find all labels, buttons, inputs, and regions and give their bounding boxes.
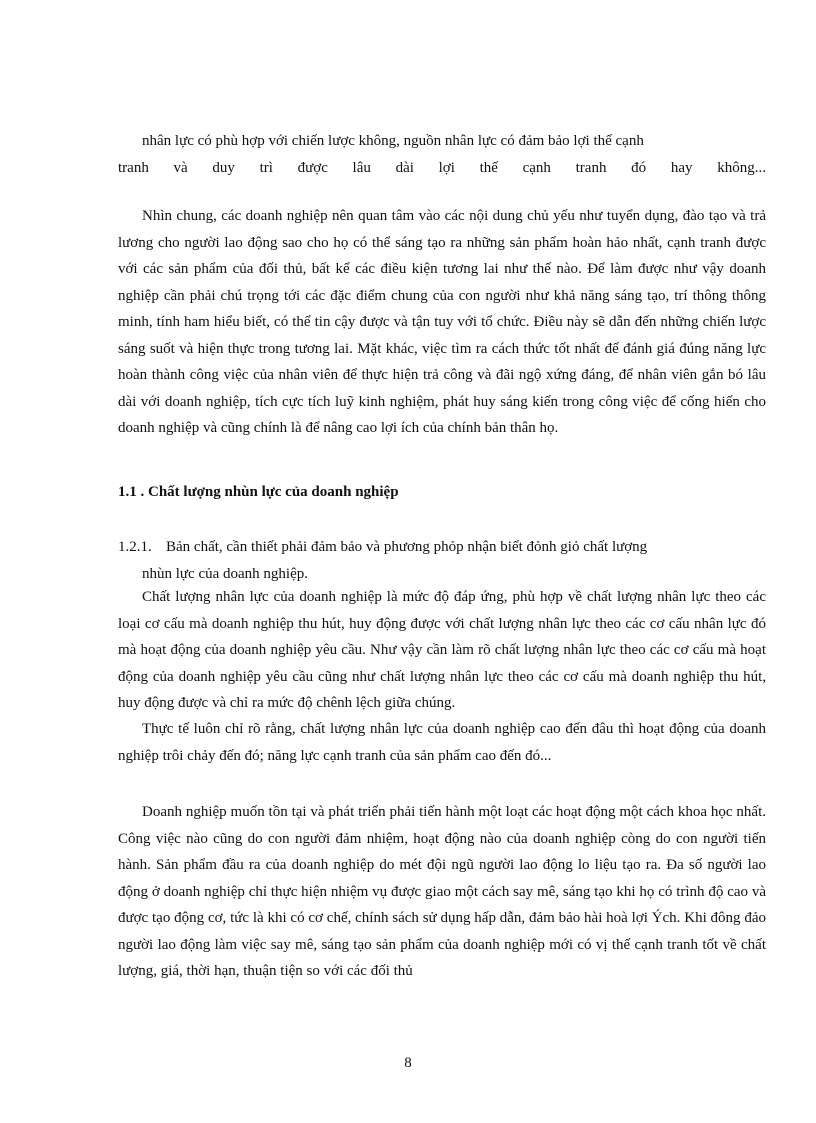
subsection-title-line-1: Bản chất, cần thiết phải đảm bảo và phương phỏp nhận biết đỏnh giỏ chất lượng — [166, 539, 648, 555]
summary-paragraph: Nhìn chung, các doanh nghiệp nên quan tâm vào các nội dung chủ yếu như tuyển dụng, đào tạo và trả lương cho người lao động sao cho họ có thể sáng tạo ra những sản phẩm hoàn hảo nhất, cạnh tranh được với các sản phẩm của đối thủ, bất kể các điều kiện tương lai như thế nào. Để làm được như vậy doanh nghiệp cần phải chú trọng tới các đặc điểm chung của con người như khả năng sáng tạo, trí thông thông minh, tính ham hiểu biết, có thể tin cậy được và tận tuy với tổ chức. Điều này sẽ dẫn đến những chiến lược sáng suốt và hiện thực trong tương lai. Mặt khác, việc tìm ra cách thức tốt nhất để đánh giá đúng năng lực hoàn thành công việc của nhân viên để thực hiện trả công và đãi ngộ xứng đáng, để nhân viên gắn bó lâu dài với doanh nghiệp, tích cực tích luỹ kinh nghiệm, phát huy sáng kiến trong công việc để cống hiến cho doanh nghiệp và cũng chính là để nâng cao lợi ích của chính bản thân họ. — [118, 208, 766, 436]
subsection-title-line-2: nhùn lực của doanh nghiệp. — [142, 565, 309, 582]
continued-paragraph — [118, 128, 766, 181]
subsection-number: 1.2.1. — [118, 539, 152, 555]
definition-paragraph: Chất lượng nhân lực của doanh nghiệp là mức độ đáp ứng, phù hợp về chất lượng nhân lực theo các loại cơ cấu mà doanh nghiệp thu hút, huy động được với chất lượng nhân lực theo các cơ cấu nhân lực đó mà hoạt động của doanh nghiệp yêu cầu. Như vậy cần làm rõ chất lượng nhân lực theo các cơ cấu mà hoạt động của doanh nghiệp yêu cầu cũng như chất lượng nhân lực theo các cơ cấu mà doanh nghiệp thu hút, huy động được và chỉ ra mức độ chênh lệch giữa chúng. — [118, 589, 766, 711]
continued-line-1: nhân lực có phù hợp với chiến lược không, nguồn nhân lực có đảm bảo lợi thế cạnh — [142, 133, 644, 149]
page-number: 8 — [404, 1055, 412, 1071]
continued-line-2: tranh và duy trì được lâu dài lợi thế cạnh tranh đó hay không... — [118, 159, 766, 176]
reality-paragraph: Thực tế luôn chỉ rõ rằng, chất lượng nhân lực của doanh nghiệp cao đến đâu thì hoạt động của doanh nghiệp trôi chảy đến đó; năng lực cạnh tranh của sản phẩm cao đến đó... — [118, 721, 766, 764]
subsection-title — [118, 534, 766, 587]
development-paragraph: Doanh nghiệp muốn tồn tại và phát triển phải tiến hành một loạt các hoạt động một cách khoa học nhất. Công việc nào cũng do con người đảm nhiệm, hoạt động nào của doanh nghiệp còng do con người tiến hành. Sản phẩm đầu ra của doanh nghiệp do mét đội ngũ người lao động lo liệu tạo ra. Đa số người lao động ở doanh nghiệp chỉ thực hiện nhiệm vụ được giao một cách say mê, sáng tạo khi họ có trình độ cao và được tạo động cơ, tức là khi có cơ chế, chính sách sử dụng hấp dẫn, đảm bảo hài hoà lợi Ých. Khi đông đảo người lao động làm việc say mê, sáng tạo sản phẩm của doanh nghiệp mới có vị thế cạnh tranh tốt về chất lượng, giá, thời hạn, thuận tiện so với các đối thủ — [118, 804, 766, 979]
section-heading: 1.1 . Chất lượng nhùn lực của doanh nghiệp — [118, 484, 399, 500]
